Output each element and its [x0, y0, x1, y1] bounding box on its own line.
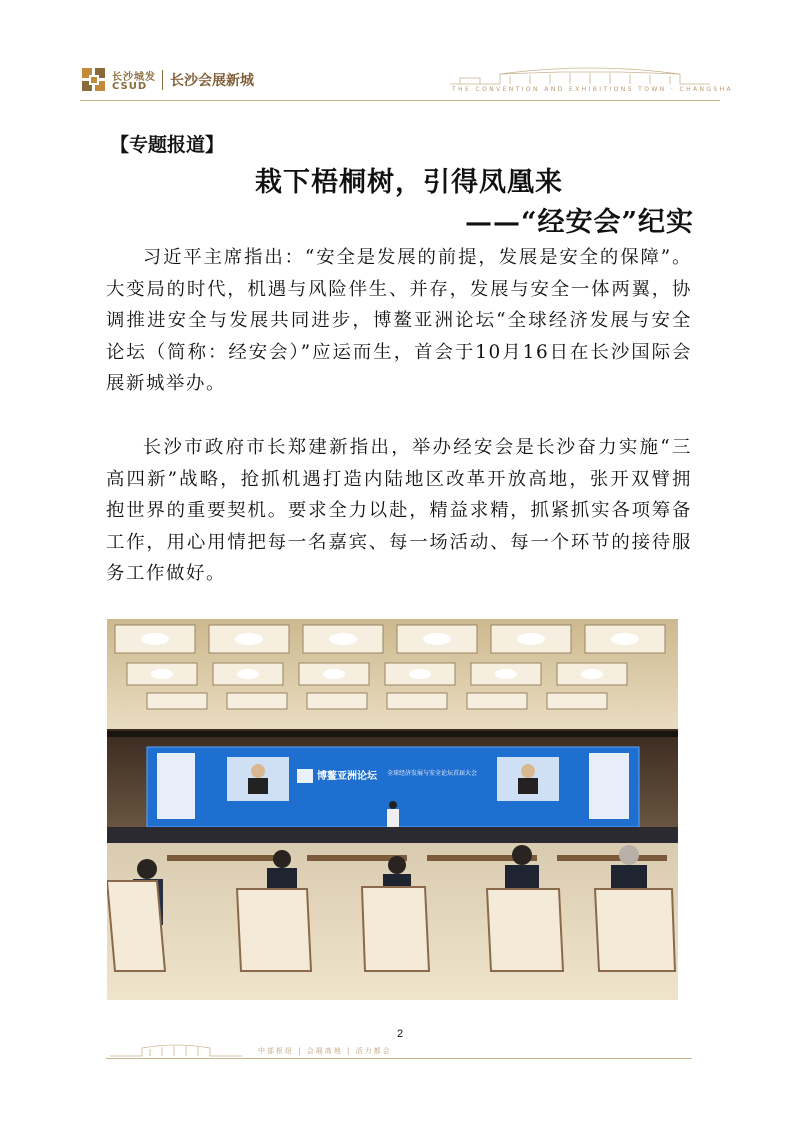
paragraph-1: 习近平主席指出：“安全是发展的前提，发展是安全的保障”。大变局的时代，机遇与风险伴生、并存，发展与安全一体两翼，协调推进安全与发展共同进步，博鳌亚洲论坛“全球经济发展与安全论坛（简称：经安会）”应运而生，首会于10月16日在长沙国际会展新城举办。: [106, 247, 692, 394]
forum-photo-illustration: [107, 619, 678, 1000]
page-number: 2: [396, 1028, 404, 1040]
footer-rule: [106, 1058, 692, 1059]
logo-en-text: CSUD: [112, 81, 148, 92]
article-title: 栽下梧桐树，引得凤凰来: [255, 167, 563, 198]
page-header: [80, 64, 734, 100]
article-subtitle: ——“经安会”纪实: [464, 207, 694, 238]
footer-building-illustration: [106, 1040, 246, 1060]
forum-venue-photo: [107, 619, 678, 1000]
logo-cn-text: 长沙城发: [112, 72, 156, 83]
section-tag: 【专题报道】: [110, 134, 225, 156]
page-footer: [106, 1040, 692, 1062]
stage-banner-title: 博鳌亚洲论坛: [317, 771, 377, 782]
brand-name: 长沙会展新城: [170, 73, 254, 89]
csud-logo-icon: [80, 66, 108, 94]
header-rule: [80, 100, 720, 101]
stage-banner-subtitle: 全球经济发展与安全论坛首届大会: [387, 770, 478, 777]
paragraph-2: 长沙市政府市长郑建新指出，举办经安会是长沙奋力实施“三高四新”战略，抢抓机遇打造内陆地区改革开放高地，张开双臂拥抱世界的重要契机。要求全力以赴，精益求精，抓紧抓实各项筹备工作，用心用情把每一名嘉宾、每一场活动、每一个环节的接待服务工作做好。: [106, 437, 692, 584]
footer-slogan: 中部枢纽 | 会展高地 | 活力都会: [258, 1047, 392, 1055]
header-tagline: THE CONVENTION AND EXHIBITIONS TOWN · CHANGSHA: [452, 86, 734, 93]
logo-divider: [162, 70, 163, 90]
